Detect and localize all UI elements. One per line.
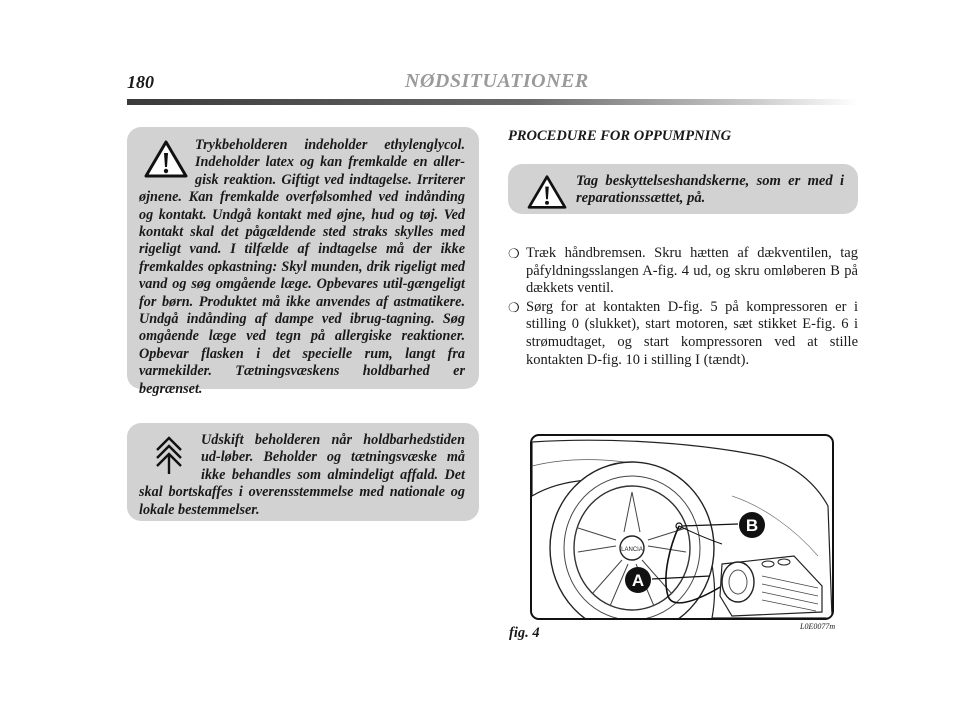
bullet-circle-icon: ❍ [508, 246, 520, 261]
step-text: Træk håndbremsen. Skru hætten af dækventilen, tag påfyldningsslangen A-fig. 4 ud, og skru omløberen B på dækkets ventil. [526, 245, 858, 297]
warning-notice-chemical [127, 127, 479, 397]
step-text: Sørg for at kontakten D-fig. 5 på kompressoren er i stilling 0 (slukket), start motoren, sæt stikket E-fig. 6 i strømudtaget, og start kompressoren ved at stille kontakten D-fig. 10 i stilling I (tændt). [526, 298, 858, 368]
procedure-steps [508, 245, 858, 370]
environment-notice-disposal [127, 423, 479, 521]
environment-text-disposal: Udskift beholderen når holdbarhedstiden ud-løber. Beholder og tætningsvæske må ikke behandles som almindeligt affald. Det skal bortskaffes i overensstemmelse med nationale og lokale bestemmelser. [139, 432, 465, 518]
header-rule [127, 99, 858, 105]
environment-recycle-icon [149, 432, 189, 476]
warning-text-gloves: Tag beskyttelseshandskerne, som er med i reparationssættet, på. [576, 173, 844, 207]
warning-triangle-icon [143, 139, 189, 179]
figure-caption: fig. 4 [509, 625, 540, 641]
procedure-title: PROCEDURE FOR OPPUMPNING [508, 128, 732, 144]
figure-tyre-compressor [530, 434, 834, 620]
tyre-compressor-illustration [532, 436, 832, 618]
figure-label-b: B [745, 516, 759, 535]
bullet-circle-icon: ❍ [508, 299, 520, 315]
page-number: 180 [127, 72, 154, 92]
warning-notice-gloves [508, 164, 858, 214]
list-item [508, 299, 858, 369]
svg-text:LANCIA: LANCIA [621, 547, 643, 553]
warning-triangle-icon [524, 174, 570, 210]
warning-text-chemical: Trykbeholderen indeholder ethylenglycol. Indeholder latex og kan fremkalde en aller-gisk reaktion. Giftigt ved indtagelse. Irriterer øjnene. Kan fremkalde overfølsomhed ved indånding og kontakt. Undgå kontakt med øjne, hud og tøj. Ved kontakt skal det pågældende sted straks skylles med rigeligt vand. I tilfælde af indtagelse må der ikke fremkaldes opkastning: Skyl munden, drik rigeligt med vand og søg omgående læge. Opbevares util-gængeligt for børn. Produktet må ikke anvendes af astmatikere. Undgå indånding af dampe ved ibrug-tagning. Søg omgående læge ved tegn på allergiske reaktioner. Opbevar flasken i det specielle rum, langt fra varmekilder. Tætningsvæskens holdbarhed er begrænset. [139, 137, 465, 397]
figure-code: L0E0077m [800, 622, 836, 631]
list-item [508, 245, 858, 298]
section-title: NØDSITUATIONER [405, 70, 589, 92]
figure-label-a: A [631, 571, 645, 590]
